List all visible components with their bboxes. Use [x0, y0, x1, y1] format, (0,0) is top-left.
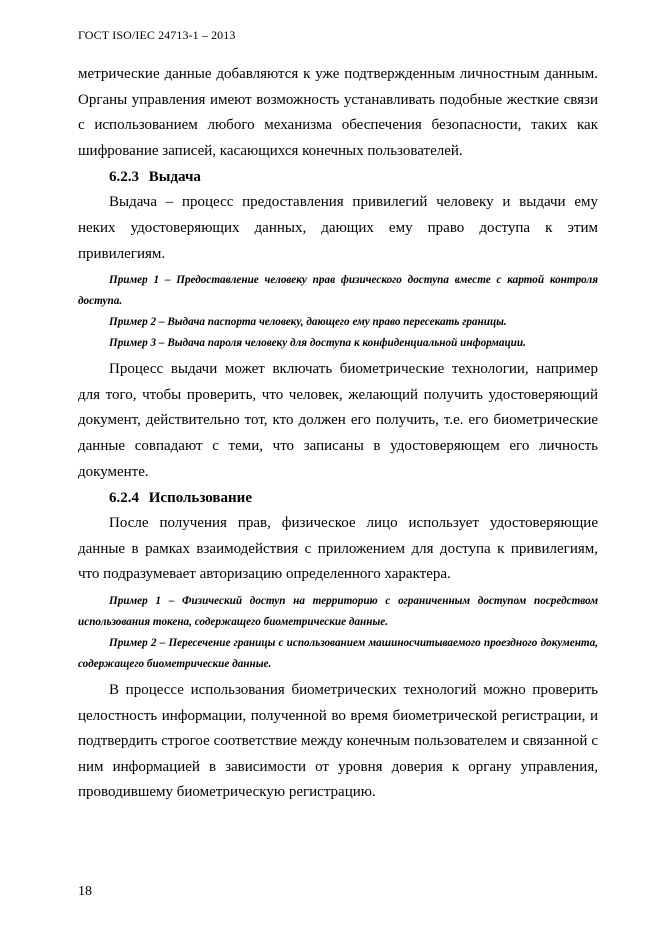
paragraph: В процессе использования биометрических технологий можно проверить целостность информации, полученной во время биометрической регистрации, и подтвердить строгое соответствие между конечным пользователем и связанной с ним информацией в зависимости от уровня доверия к органу управления, проводившему биометрическую регистрацию.: [78, 681, 598, 801]
document-header: ГОСТ ISO/IEC 24713-1 – 2013: [78, 28, 236, 42]
paragraph: После получения прав, физическое лицо использует удостоверяющие данные в рамках взаимодействия с приложением для доступа к привилегиям, что подразумевает авторизацию определенного характера.: [78, 515, 598, 583]
section-title: Выдача: [148, 169, 201, 186]
section-number: 6.2.3: [109, 169, 139, 186]
section-heading-issuance: [78, 164, 598, 190]
paragraph: Выдача – процесс предоставления привилегий человеку и выдачи ему неких удостоверяющих данных, дающих ему право доступа к этим привилегиям.: [78, 194, 598, 262]
example-note: Пример 3 – Выдача пароля человеку для доступа к конфиденциальной информации.: [109, 337, 526, 350]
page-number: 18: [78, 884, 92, 899]
section-heading-usage: [78, 485, 598, 511]
example-note: Пример 1 – Физический доступ на территорию с ограниченным доступом посредством использования токена, содержащего биометрические данные.: [78, 594, 598, 628]
document-content: [78, 62, 598, 806]
example-note: Пример 2 – Пересечение границы с использованием машиносчитываемого проездного документа, содержащего биометрические данные.: [78, 636, 598, 670]
section-number: 6.2.4: [109, 490, 139, 507]
paragraph: Процесс выдачи может включать биометрические технологии, например для того, чтобы проверить, что человек, желающий получить удостоверяющий документ, действительно тот, кто должен его получить, т.е. его биометрические данные совпадают с теми, что записаны в удостоверяющем его личность документе.: [78, 361, 598, 480]
example-note: Пример 2 – Выдача паспорта человеку, дающего ему право пересекать границы.: [109, 316, 507, 329]
paragraph: метрические данные добавляются к уже подтвержденным личностным данным. Органы управления имеют возможность устанавливать подобные жесткие связи с использованием любого механизма обеспечения безопасности, таких как шифрование записей, касающихся конечных пользователей.: [78, 66, 598, 159]
example-note: Пример 1 – Предоставление человеку прав физического доступа вместе с картой контроля доступа.: [78, 274, 598, 308]
section-title: Использование: [148, 490, 252, 507]
